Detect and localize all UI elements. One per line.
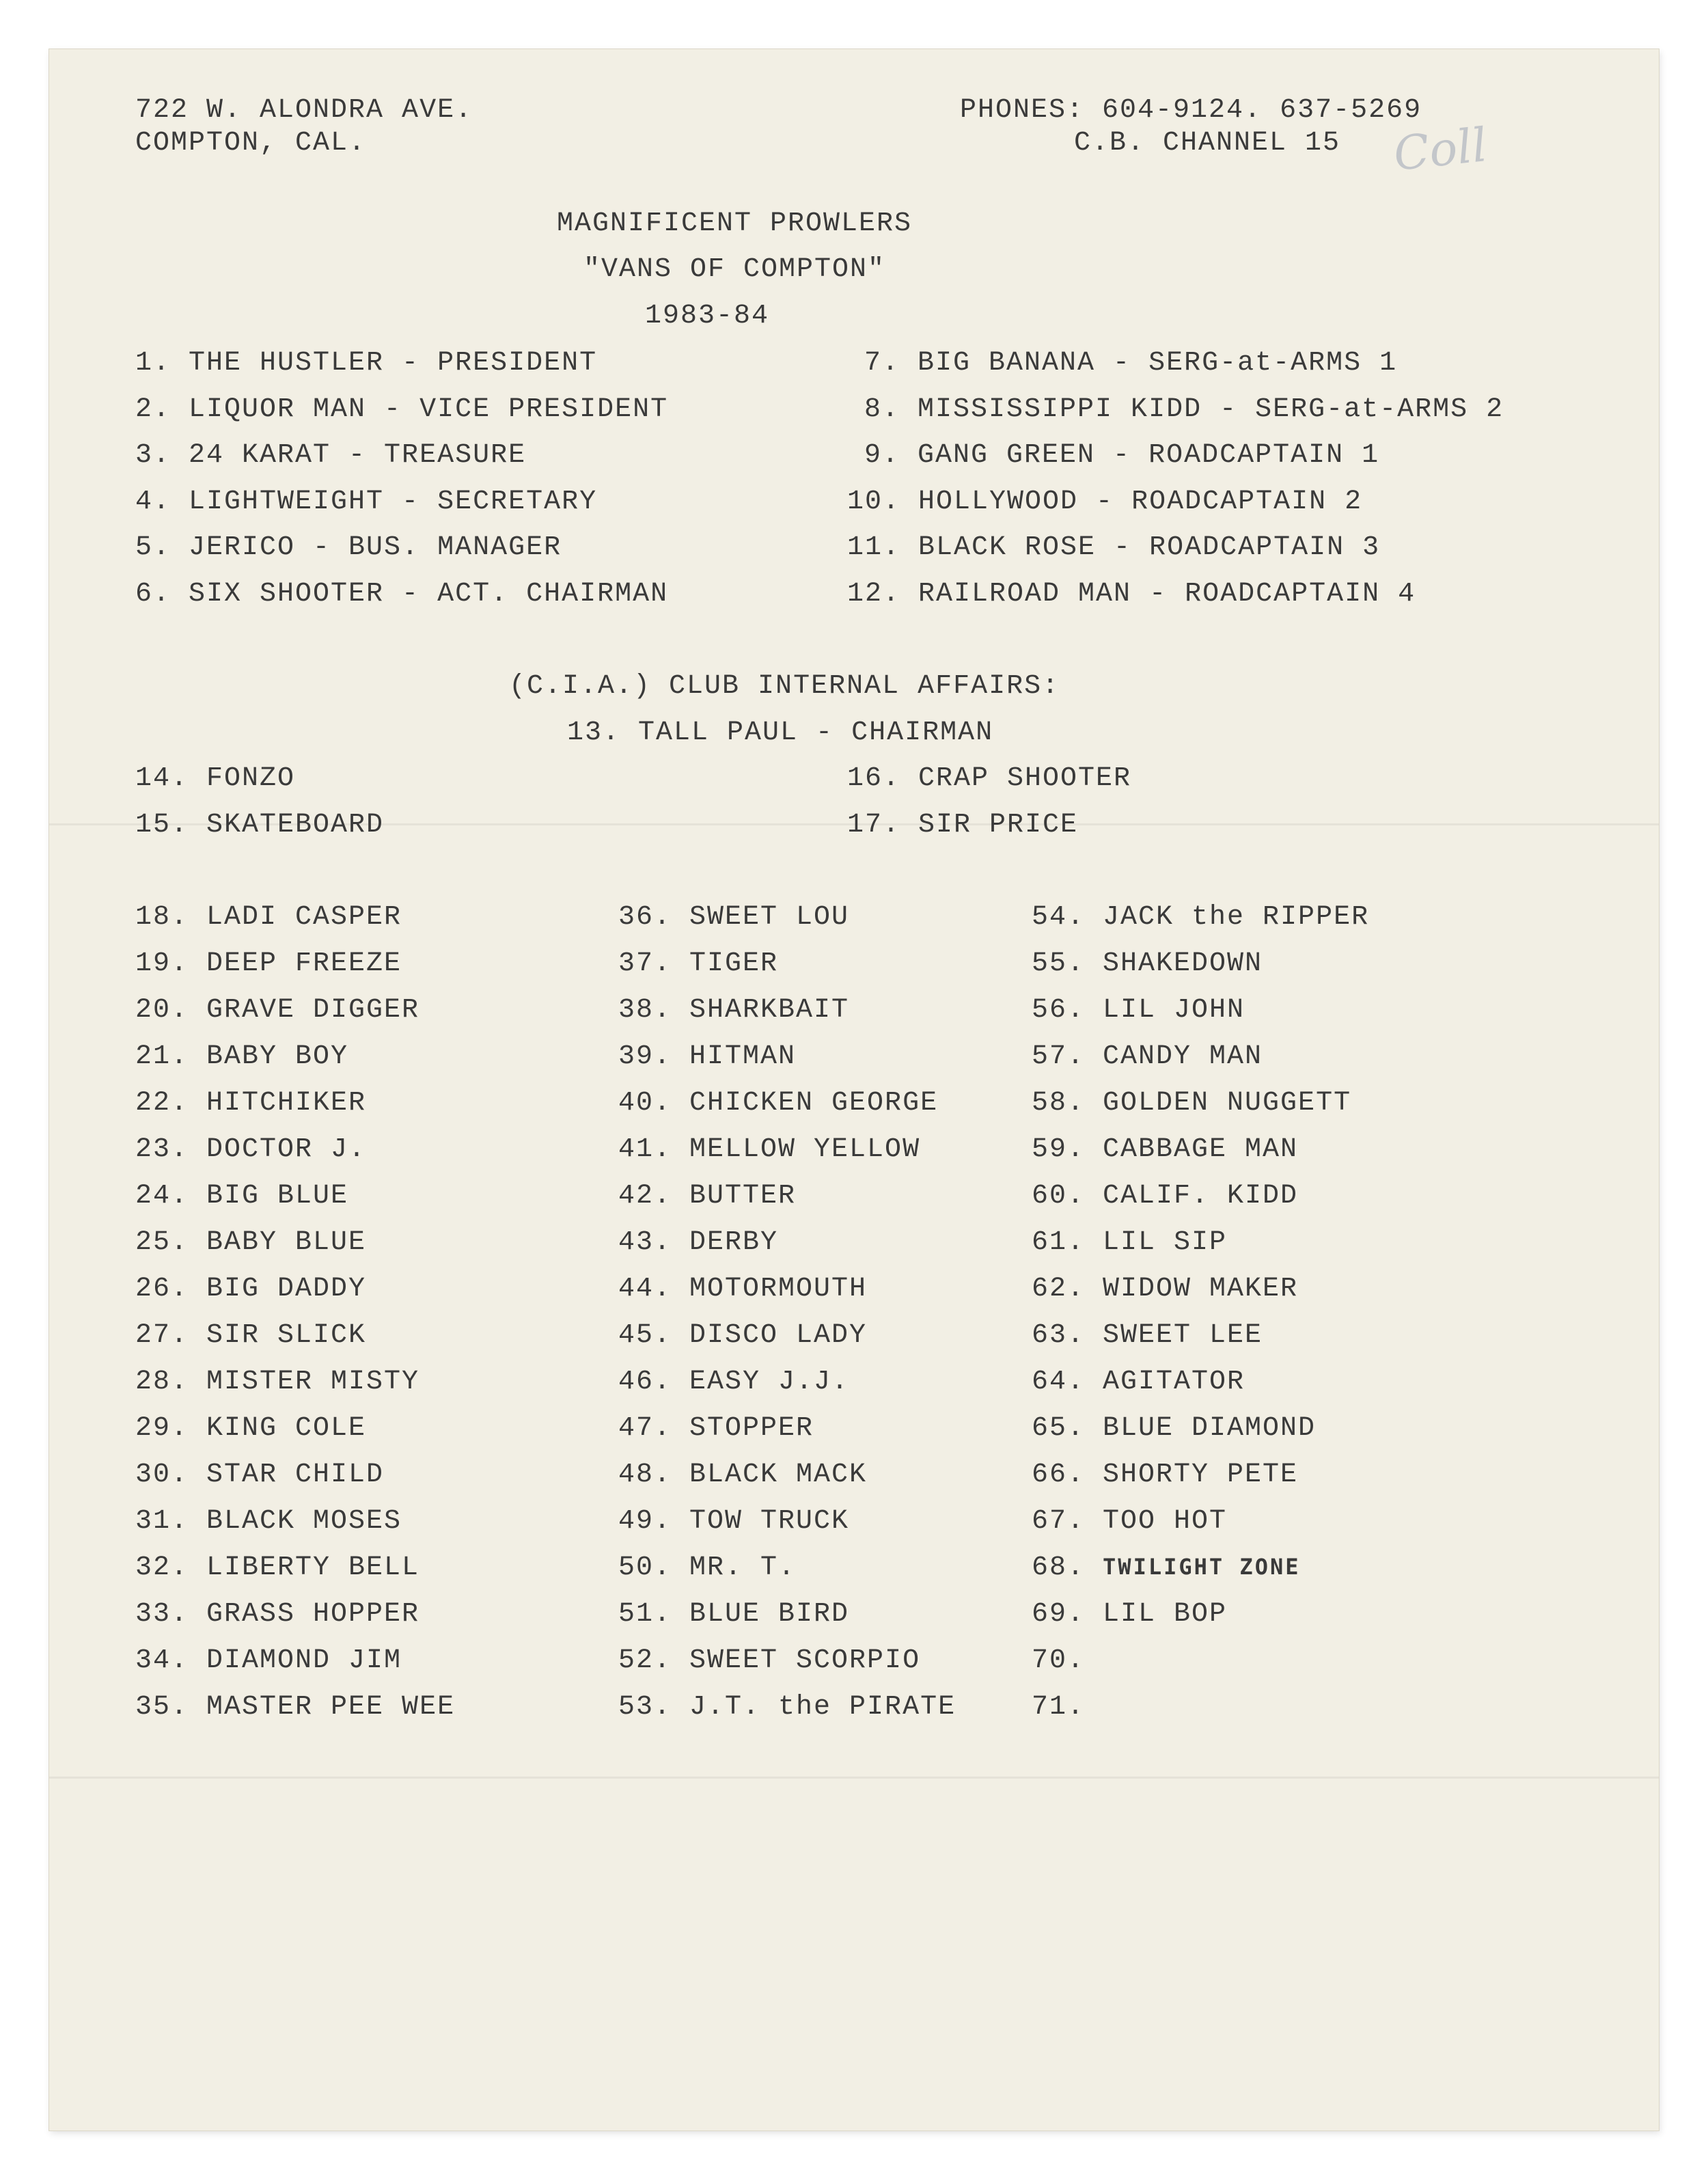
member-item: 41. MELLOW YELLOW bbox=[618, 1134, 921, 1165]
member-item: 61. LIL SIP bbox=[1032, 1227, 1228, 1258]
officer-item: 6. SIX SHOOTER - ACT. CHAIRMAN bbox=[135, 579, 669, 609]
member-item: 65. BLUE DIAMOND bbox=[1032, 1413, 1317, 1444]
officer-item: 9. GANG GREEN - ROADCAPTAIN 1 bbox=[864, 440, 1380, 471]
officer-item: 1. THE HUSTLER - PRESIDENT bbox=[135, 348, 598, 379]
member-item: 52. SWEET SCORPIO bbox=[618, 1645, 921, 1676]
club-year: 1983-84 bbox=[644, 301, 770, 331]
member-item: 36. SWEET LOU bbox=[618, 902, 850, 933]
member-item: 60. CALIF. KIDD bbox=[1032, 1181, 1299, 1211]
club-name: MAGNIFICENT PROWLERS bbox=[556, 208, 913, 239]
officer-item: 5. JERICO - BUS. MANAGER bbox=[135, 532, 562, 563]
officer-item: 10. HOLLYWOOD - ROADCAPTAIN 2 bbox=[847, 486, 1363, 517]
member-item: 39. HITMAN bbox=[618, 1041, 797, 1072]
cia-member: 16. CRAP SHOOTER bbox=[847, 763, 1132, 794]
cia-member: 15. SKATEBOARD bbox=[135, 810, 385, 840]
member-item: 33. GRASS HOPPER bbox=[135, 1599, 420, 1630]
cia-chairman: 13. TALL PAUL - CHAIRMAN bbox=[567, 717, 994, 748]
member-item: 59. CABBAGE MAN bbox=[1032, 1134, 1299, 1165]
member-item: 18. LADI CASPER bbox=[135, 902, 402, 933]
member-item: 62. WIDOW MAKER bbox=[1032, 1274, 1299, 1304]
member-item: 49. TOW TRUCK bbox=[618, 1506, 850, 1537]
member-item: 45. DISCO LADY bbox=[618, 1320, 868, 1351]
member-item: 21. BABY BOY bbox=[135, 1041, 349, 1072]
member-item: 26. BIG DADDY bbox=[135, 1274, 367, 1304]
member-item: 31. BLACK MOSES bbox=[135, 1506, 402, 1537]
pencil-annotation: Coll bbox=[1391, 118, 1490, 182]
member-item: 69. LIL BOP bbox=[1032, 1599, 1228, 1630]
member-item: 53. J.T. the PIRATE bbox=[618, 1692, 956, 1723]
cia-member: 17. SIR PRICE bbox=[847, 810, 1079, 840]
member-item: 48. BLACK MACK bbox=[618, 1459, 868, 1490]
member-item: 50. MR. T. bbox=[618, 1552, 797, 1583]
cia-heading: (C.I.A.) CLUB INTERNAL AFFAIRS: bbox=[509, 671, 1060, 702]
fold-line bbox=[49, 1777, 1659, 1779]
member-item: 44. MOTORMOUTH bbox=[618, 1274, 868, 1304]
member-item: 70. bbox=[1032, 1645, 1086, 1676]
member-item: 34. DIAMOND JIM bbox=[135, 1645, 402, 1676]
member-item: 47. STOPPER bbox=[618, 1413, 814, 1444]
member-item: 56. LIL JOHN bbox=[1032, 995, 1245, 1026]
member-item: 22. HITCHIKER bbox=[135, 1088, 367, 1119]
officer-item: 4. LIGHTWEIGHT - SECRETARY bbox=[135, 486, 598, 517]
member-item: 30. STAR CHILD bbox=[135, 1459, 385, 1490]
member-item: 57. CANDY MAN bbox=[1032, 1041, 1263, 1072]
member-item: 24. BIG BLUE bbox=[135, 1181, 349, 1211]
officer-item: 7. BIG BANANA - SERG-at-ARMS 1 bbox=[864, 348, 1398, 379]
member-item: 20. GRAVE DIGGER bbox=[135, 995, 420, 1026]
member-item: 35. MASTER PEE WEE bbox=[135, 1692, 456, 1723]
member-item: 28. MISTER MISTY bbox=[135, 1367, 420, 1397]
member-number: 68. bbox=[1032, 1552, 1086, 1583]
officer-item: 3. 24 KARAT - TREASURE bbox=[135, 440, 527, 471]
club-subtitle: "VANS OF COMPTON" bbox=[583, 254, 886, 285]
member-item: 40. CHICKEN GEORGE bbox=[618, 1088, 939, 1119]
officer-item: 11. BLACK ROSE - ROADCAPTAIN 3 bbox=[847, 532, 1381, 563]
member-item: 23. DOCTOR J. bbox=[135, 1134, 367, 1165]
member-item: 43. DERBY bbox=[618, 1227, 779, 1258]
member-item: 42. BUTTER bbox=[618, 1181, 797, 1211]
phone-numbers: PHONES: 604-9124. 637-5269 bbox=[960, 95, 1422, 126]
officer-item: 2. LIQUOR MAN - VICE PRESIDENT bbox=[135, 394, 669, 425]
member-item: 58. GOLDEN NUGGETT bbox=[1032, 1088, 1352, 1119]
member-item: 19. DEEP FREEZE bbox=[135, 948, 402, 979]
member-item: 46. EASY J.J. bbox=[618, 1367, 850, 1397]
member-item: 66. SHORTY PETE bbox=[1032, 1459, 1299, 1490]
member-item: 25. BABY BLUE bbox=[135, 1227, 367, 1258]
cia-member: 14. FONZO bbox=[135, 763, 296, 794]
member-item: 67. TOO HOT bbox=[1032, 1506, 1228, 1537]
address-line-2: COMPTON, CAL. bbox=[135, 128, 367, 159]
member-item: 51. BLUE BIRD bbox=[618, 1599, 850, 1630]
member-item: 38. SHARKBAIT bbox=[618, 995, 850, 1026]
cb-channel: C.B. CHANNEL 15 bbox=[1074, 128, 1341, 159]
member-item: 27. SIR SLICK bbox=[135, 1320, 367, 1351]
officer-item: 8. MISSISSIPPI KIDD - SERG-at-ARMS 2 bbox=[864, 394, 1504, 425]
member-item: 55. SHAKEDOWN bbox=[1032, 948, 1263, 979]
member-name-stamped: TWILIGHT ZONE bbox=[1103, 1554, 1301, 1580]
member-item: 64. AGITATOR bbox=[1032, 1367, 1245, 1397]
member-item: 71. bbox=[1032, 1692, 1086, 1723]
member-item: 32. LIBERTY BELL bbox=[135, 1552, 420, 1583]
address-line-1: 722 W. ALONDRA AVE. bbox=[135, 95, 473, 126]
member-item-68 bbox=[1032, 1554, 1300, 1582]
member-item: 37. TIGER bbox=[618, 948, 779, 979]
member-item: 29. KING COLE bbox=[135, 1413, 367, 1444]
member-item: 54. JACK the RIPPER bbox=[1032, 902, 1370, 933]
member-item: 63. SWEET LEE bbox=[1032, 1320, 1263, 1351]
officer-item: 12. RAILROAD MAN - ROADCAPTAIN 4 bbox=[847, 579, 1416, 609]
